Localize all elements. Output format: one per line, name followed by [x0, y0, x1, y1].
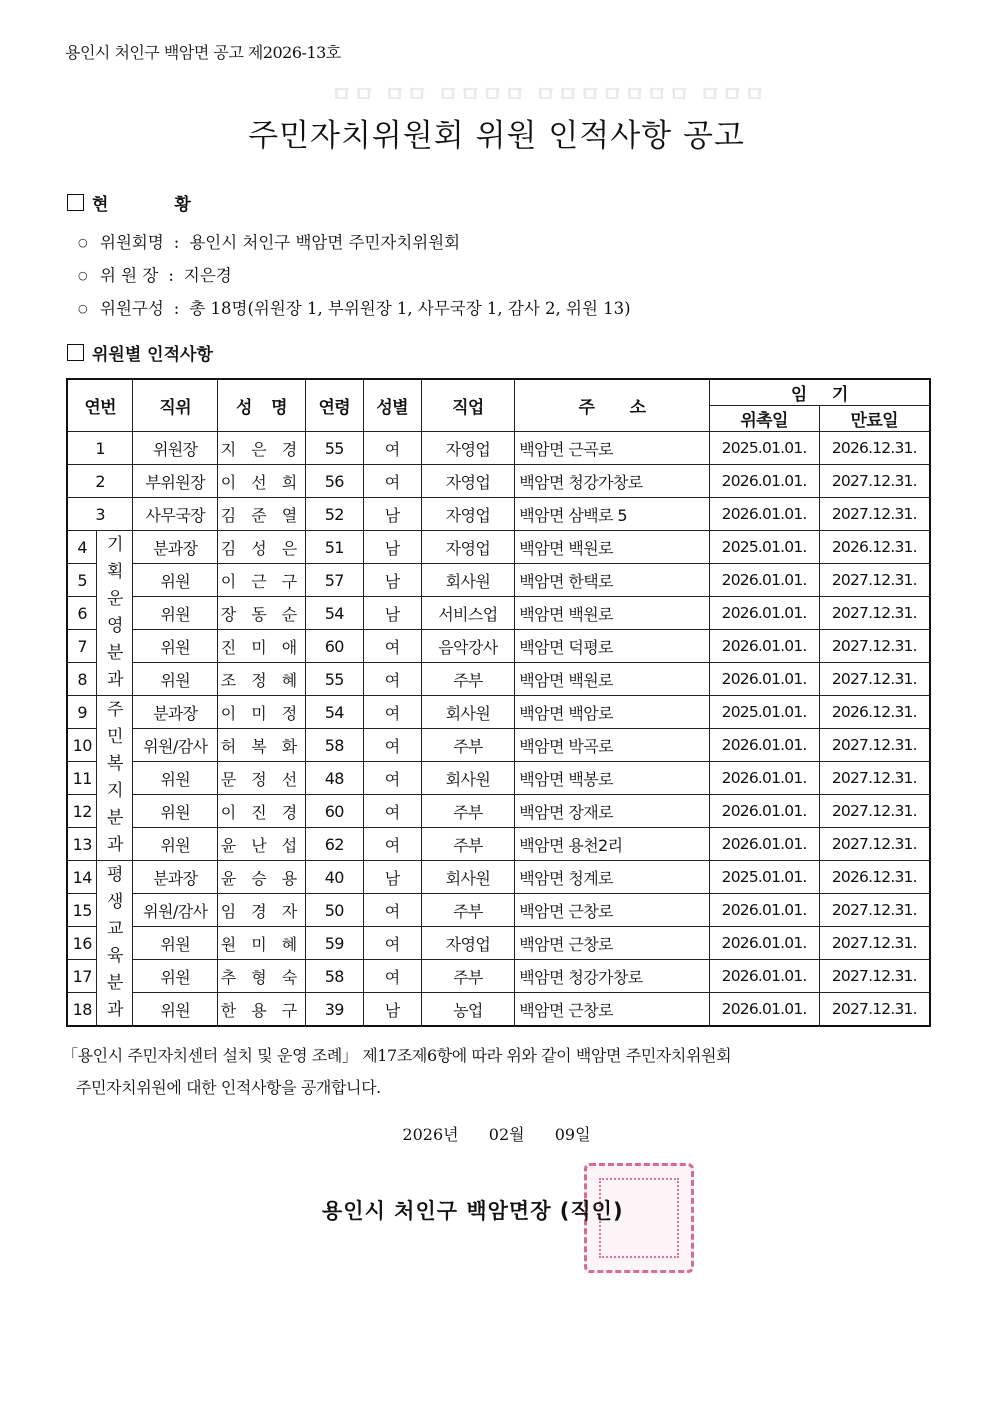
name-cell: 김 준 열: [218, 498, 306, 531]
gender-cell: 남: [363, 993, 421, 1027]
position-cell: 위원: [133, 630, 218, 663]
end-date-cell: 2026.12.31.: [819, 432, 930, 465]
end-date-cell: 2027.12.31.: [819, 630, 930, 663]
end-date-cell: 2027.12.31.: [819, 993, 930, 1027]
table-row: [67, 993, 930, 1027]
occupation-cell: 자영업: [421, 432, 515, 465]
header-gender: 성별: [363, 379, 421, 432]
no-cell: 4: [67, 531, 97, 564]
subcommittee-char: 영: [107, 616, 123, 636]
no-cell: 6: [67, 597, 97, 630]
occupation-cell: 주부: [421, 663, 515, 696]
table-row: [67, 861, 930, 894]
age-cell: 57: [305, 564, 363, 597]
start-date-cell: 2025.01.01.: [709, 531, 819, 564]
start-date-cell: 2026.01.01.: [709, 993, 819, 1027]
name-cell: 조 정 혜: [218, 663, 306, 696]
start-date-cell: 2026.01.01.: [709, 465, 819, 498]
address-cell: 백암면 백원로: [515, 663, 709, 696]
subcommittee-cell: [97, 861, 133, 1027]
end-date-cell: 2027.12.31.: [819, 564, 930, 597]
age-cell: 55: [305, 663, 363, 696]
header-term: 임 기: [709, 379, 930, 406]
reverse-side-bleed-through: ㅁㅁㅁ ㅁㅁㅁㅁㅁㅁㅁ ㅁㅁㅁㅁ ㅁㅁ ㅁㅁ: [330, 83, 766, 108]
status-item-label: 위원회명: [100, 233, 164, 252]
age-cell: 54: [305, 696, 363, 729]
start-date-cell: 2026.01.01.: [709, 762, 819, 795]
age-cell: 62: [305, 828, 363, 861]
address-cell: 백암면 박곡로: [515, 729, 709, 762]
subcommittee-char: 과: [107, 1000, 123, 1020]
occupation-cell: 자영업: [421, 465, 515, 498]
end-date-cell: 2026.12.31.: [819, 861, 930, 894]
position-cell: 위원: [133, 960, 218, 993]
subcommittee-char: 교: [107, 919, 123, 939]
start-date-cell: 2026.01.01.: [709, 795, 819, 828]
subcommittee-char: 분: [107, 643, 123, 663]
notice-number: 용인시 처인구 백암면 공고 제2026-13호: [65, 43, 341, 62]
paragraph-line-2: 주민자치위원에 대한 인적사항을 공개합니다.: [76, 1078, 381, 1097]
members-table-body: [67, 432, 930, 1027]
document-title: 주민자치위원회 위원 인적사항 공고: [248, 118, 745, 154]
address-cell: 백암면 근창로: [515, 927, 709, 960]
paragraph-line-1: 「용인시 주민자치센터 설치 및 운영 조례」 제17조제6항에 따라 위와 같이 백암면 주민자치위원회: [62, 1046, 732, 1065]
end-date-cell: 2027.12.31.: [819, 498, 930, 531]
table-row: [67, 564, 930, 597]
table-row: [67, 630, 930, 663]
subcommittee-char: 복: [107, 754, 123, 774]
age-cell: 59: [305, 927, 363, 960]
gender-cell: 남: [363, 597, 421, 630]
table-row: [67, 696, 930, 729]
age-cell: 58: [305, 960, 363, 993]
header-occupation: 직업: [421, 379, 515, 432]
gender-cell: 남: [363, 498, 421, 531]
gender-cell: 여: [363, 663, 421, 696]
header-name: 성 명: [218, 379, 306, 432]
header-no: 연번: [67, 379, 133, 432]
subcommittee-char: 민: [107, 727, 123, 747]
start-date-cell: 2025.01.01.: [709, 432, 819, 465]
no-cell: 7: [67, 630, 97, 663]
gender-cell: 여: [363, 432, 421, 465]
header-start-date: 위촉일: [709, 406, 819, 432]
no-cell: 18: [67, 993, 97, 1027]
notice-date: 2026년 02월 09일: [402, 1125, 591, 1144]
name-cell: 이 근 구: [218, 564, 306, 597]
status-item-chairperson: ○ 위 원 장 : 지은경: [78, 259, 631, 292]
position-cell: 위원: [133, 564, 218, 597]
position-cell: 위원: [133, 663, 218, 696]
start-date-cell: 2026.01.01.: [709, 498, 819, 531]
end-date-cell: 2027.12.31.: [819, 927, 930, 960]
no-cell: 3: [67, 498, 133, 531]
occupation-cell: 주부: [421, 729, 515, 762]
no-cell: 12: [67, 795, 97, 828]
address-cell: 백암면 덕평로: [515, 630, 709, 663]
legal-basis-paragraph: [62, 1040, 731, 1104]
table-row: [67, 432, 930, 465]
gender-cell: 여: [363, 729, 421, 762]
end-date-cell: 2027.12.31.: [819, 795, 930, 828]
start-date-cell: 2026.01.01.: [709, 597, 819, 630]
occupation-cell: 자영업: [421, 927, 515, 960]
table-row: [67, 663, 930, 696]
address-cell: 백암면 백원로: [515, 531, 709, 564]
end-date-cell: 2026.12.31.: [819, 531, 930, 564]
members-table: [66, 378, 931, 1027]
table-row: [67, 762, 930, 795]
occupation-cell: 회사원: [421, 696, 515, 729]
no-cell: 1: [67, 432, 133, 465]
square-bullet-icon: [67, 344, 84, 361]
no-cell: 14: [67, 861, 97, 894]
gender-cell: 여: [363, 795, 421, 828]
no-cell: 13: [67, 828, 97, 861]
subcommittee-char: 육: [107, 946, 123, 966]
age-cell: 52: [305, 498, 363, 531]
status-item-label: 위 원 장: [100, 266, 159, 285]
gender-cell: 여: [363, 960, 421, 993]
no-cell: 10: [67, 729, 97, 762]
table-row: [67, 465, 930, 498]
name-cell: 추 형 숙: [218, 960, 306, 993]
name-cell: 윤 승 용: [218, 861, 306, 894]
gender-cell: 여: [363, 828, 421, 861]
subcommittee-cell: [97, 531, 133, 696]
status-item-value: 지은경: [183, 266, 232, 285]
name-cell: 이 선 희: [218, 465, 306, 498]
gender-cell: 여: [363, 762, 421, 795]
end-date-cell: 2026.12.31.: [819, 696, 930, 729]
subcommittee-char: 운: [107, 589, 123, 609]
start-date-cell: 2026.01.01.: [709, 927, 819, 960]
start-date-cell: 2026.01.01.: [709, 960, 819, 993]
address-cell: 백암면 백봉로: [515, 762, 709, 795]
subcommittee-char: 과: [107, 835, 123, 855]
name-cell: 문 정 선: [218, 762, 306, 795]
name-cell: 김 성 은: [218, 531, 306, 564]
header-age: 연령: [305, 379, 363, 432]
start-date-cell: 2026.01.01.: [709, 663, 819, 696]
end-date-cell: 2027.12.31.: [819, 729, 930, 762]
position-cell: 분과장: [133, 861, 218, 894]
position-cell: 위원: [133, 795, 218, 828]
no-cell: 8: [67, 663, 97, 696]
position-cell: 위원: [133, 762, 218, 795]
gender-cell: 여: [363, 927, 421, 960]
age-cell: 48: [305, 762, 363, 795]
occupation-cell: 주부: [421, 795, 515, 828]
name-cell: 한 용 구: [218, 993, 306, 1027]
gender-cell: 남: [363, 531, 421, 564]
address-cell: 백암면 장재로: [515, 795, 709, 828]
table-row: [67, 795, 930, 828]
start-date-cell: 2026.01.01.: [709, 828, 819, 861]
end-date-cell: 2027.12.31.: [819, 465, 930, 498]
age-cell: 58: [305, 729, 363, 762]
start-date-cell: 2025.01.01.: [709, 861, 819, 894]
name-cell: 원 미 혜: [218, 927, 306, 960]
start-date-cell: 2026.01.01.: [709, 894, 819, 927]
address-cell: 백암면 근창로: [515, 993, 709, 1027]
name-cell: 임 경 자: [218, 894, 306, 927]
header-address: 주 소: [515, 379, 709, 432]
subcommittee-char: 생: [107, 892, 123, 912]
age-cell: 50: [305, 894, 363, 927]
no-cell: 2: [67, 465, 133, 498]
subcommittee-char: 과: [107, 670, 123, 690]
start-date-cell: 2025.01.01.: [709, 696, 819, 729]
subcommittee-char: 평: [107, 865, 123, 885]
gender-cell: 여: [363, 894, 421, 927]
header-end-date: 만료일: [819, 406, 930, 432]
occupation-cell: 자영업: [421, 498, 515, 531]
position-cell: 분과장: [133, 696, 218, 729]
subcommittee-char: 분: [107, 973, 123, 993]
occupation-cell: 회사원: [421, 762, 515, 795]
start-date-cell: 2026.01.01.: [709, 564, 819, 597]
table-row: [67, 597, 930, 630]
subcommittee-char: 획: [107, 562, 123, 582]
end-date-cell: 2027.12.31.: [819, 894, 930, 927]
address-cell: 백암면 삼백로 5: [515, 498, 709, 531]
position-cell: 분과장: [133, 531, 218, 564]
gender-cell: 남: [363, 861, 421, 894]
no-cell: 15: [67, 894, 97, 927]
position-cell: 위원: [133, 927, 218, 960]
status-heading-label: 현 황: [92, 195, 221, 215]
status-item-committee-name: ○ 위원회명 : 용인시 처인구 백암면 주민자치위원회: [78, 226, 631, 259]
status-item-composition: ○ 위원구성 : 총 18명(위원장 1, 부위원장 1, 사무국장 1, 감사 2, 위원 13): [78, 292, 631, 325]
occupation-cell: 주부: [421, 960, 515, 993]
age-cell: 60: [305, 795, 363, 828]
position-cell: 위원: [133, 993, 218, 1027]
occupation-cell: 회사원: [421, 564, 515, 597]
end-date-cell: 2027.12.31.: [819, 663, 930, 696]
members-heading-label: 위원별 인적사항: [92, 345, 213, 365]
position-cell: 위원/감사: [133, 729, 218, 762]
address-cell: 백암면 용천2리: [515, 828, 709, 861]
name-cell: 진 미 애: [218, 630, 306, 663]
name-cell: 이 진 경: [218, 795, 306, 828]
occupation-cell: 농업: [421, 993, 515, 1027]
signer: 용인시 처인구 백암면장 (직인): [322, 1199, 624, 1223]
no-cell: 16: [67, 927, 97, 960]
end-date-cell: 2027.12.31.: [819, 828, 930, 861]
position-cell: 위원: [133, 597, 218, 630]
status-item-label: 위원구성: [100, 299, 164, 318]
position-cell: 위원/감사: [133, 894, 218, 927]
occupation-cell: 주부: [421, 894, 515, 927]
position-cell: 위원: [133, 828, 218, 861]
occupation-cell: 주부: [421, 828, 515, 861]
address-cell: 백암면 근곡로: [515, 432, 709, 465]
age-cell: 40: [305, 861, 363, 894]
name-cell: 윤 난 섭: [218, 828, 306, 861]
address-cell: 백암면 백암로: [515, 696, 709, 729]
address-cell: 백암면 청강가창로: [515, 465, 709, 498]
address-cell: 백암면 백원로: [515, 597, 709, 630]
no-cell: 5: [67, 564, 97, 597]
table-row: [67, 498, 930, 531]
gender-cell: 여: [363, 630, 421, 663]
subcommittee-char: 주: [107, 700, 123, 720]
no-cell: 11: [67, 762, 97, 795]
name-cell: 장 동 순: [218, 597, 306, 630]
members-section-heading: [67, 340, 213, 365]
age-cell: 54: [305, 597, 363, 630]
circle-bullet-icon: ○: [78, 236, 88, 249]
gender-cell: 여: [363, 696, 421, 729]
table-row: [67, 531, 930, 564]
status-list: [78, 226, 631, 325]
start-date-cell: 2026.01.01.: [709, 729, 819, 762]
subcommittee-cell: [97, 696, 133, 861]
no-cell: 17: [67, 960, 97, 993]
circle-bullet-icon: ○: [78, 302, 88, 315]
address-cell: 백암면 청강가창로: [515, 960, 709, 993]
end-date-cell: 2027.12.31.: [819, 960, 930, 993]
header-position: 직위: [133, 379, 218, 432]
table-row: [67, 894, 930, 927]
status-section-heading: [67, 190, 221, 215]
age-cell: 56: [305, 465, 363, 498]
gender-cell: 남: [363, 564, 421, 597]
table-row: [67, 828, 930, 861]
subcommittee-char: 기: [107, 535, 123, 555]
subcommittee-char: 분: [107, 808, 123, 828]
table-row: [67, 927, 930, 960]
status-item-value: 용인시 처인구 백암면 주민자치위원회: [189, 233, 461, 252]
status-item-value: 총 18명(위원장 1, 부위원장 1, 사무국장 1, 감사 2, 위원 13): [189, 299, 631, 318]
name-cell: 허 복 화: [218, 729, 306, 762]
subcommittee-char: 지: [107, 781, 123, 801]
end-date-cell: 2027.12.31.: [819, 597, 930, 630]
address-cell: 백암면 청계로: [515, 861, 709, 894]
position-cell: 사무국장: [133, 498, 218, 531]
occupation-cell: 회사원: [421, 861, 515, 894]
table-row: [67, 729, 930, 762]
age-cell: 51: [305, 531, 363, 564]
table-row: [67, 960, 930, 993]
occupation-cell: 서비스업: [421, 597, 515, 630]
end-date-cell: 2027.12.31.: [819, 762, 930, 795]
start-date-cell: 2026.01.01.: [709, 630, 819, 663]
age-cell: 60: [305, 630, 363, 663]
no-cell: 9: [67, 696, 97, 729]
circle-bullet-icon: ○: [78, 269, 88, 282]
age-cell: 39: [305, 993, 363, 1027]
occupation-cell: 음악강사: [421, 630, 515, 663]
square-bullet-icon: [67, 194, 84, 211]
name-cell: 이 미 정: [218, 696, 306, 729]
age-cell: 55: [305, 432, 363, 465]
position-cell: 부위원장: [133, 465, 218, 498]
gender-cell: 여: [363, 465, 421, 498]
name-cell: 지 은 경: [218, 432, 306, 465]
address-cell: 백암면 한택로: [515, 564, 709, 597]
position-cell: 위원장: [133, 432, 218, 465]
occupation-cell: 자영업: [421, 531, 515, 564]
address-cell: 백암면 근창로: [515, 894, 709, 927]
